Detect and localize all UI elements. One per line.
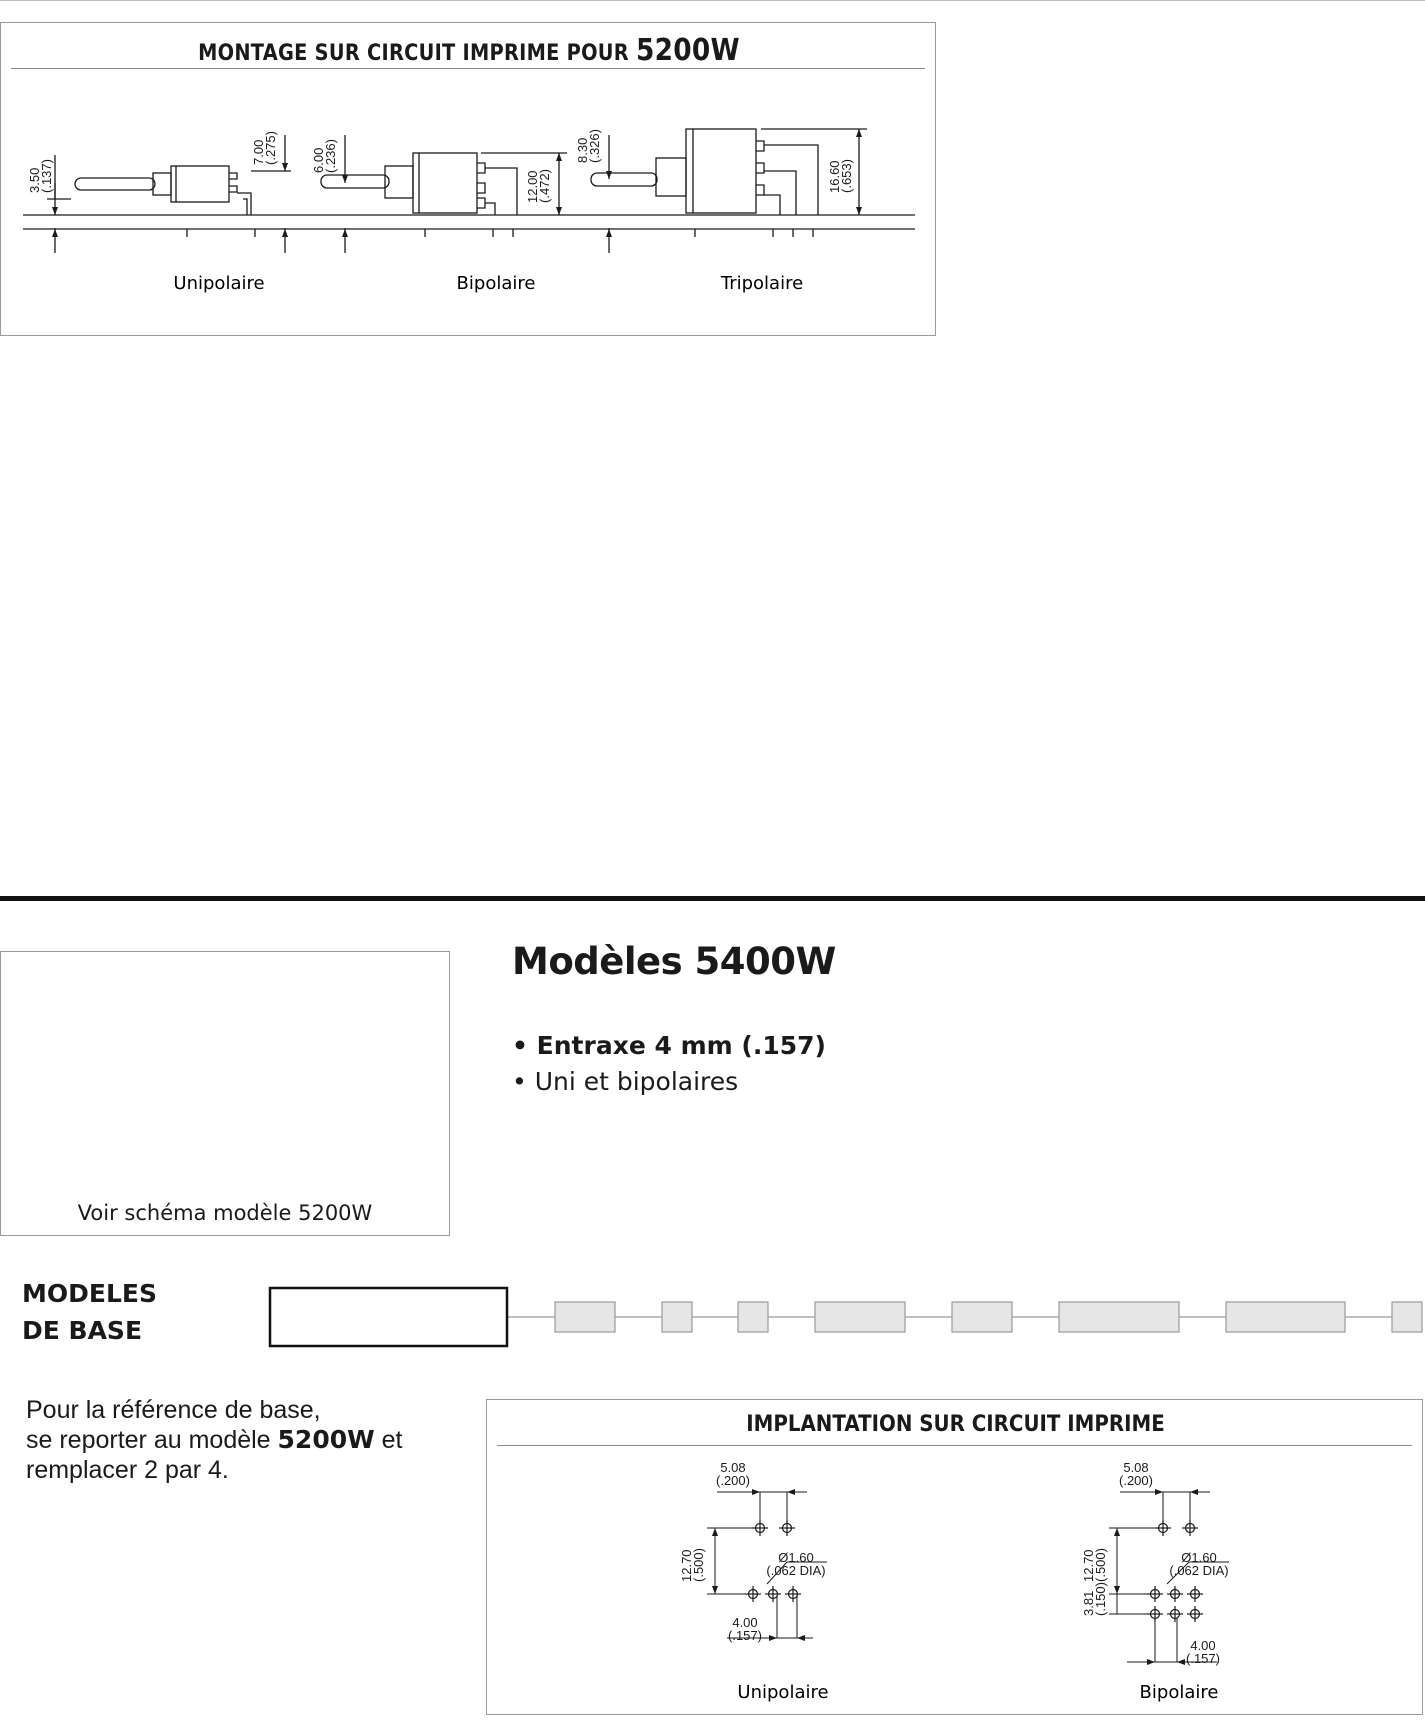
dim-uni-left-mm: 3.50 — [27, 167, 42, 193]
bi-pitch-mm: 4.00 — [1190, 1638, 1216, 1653]
code-field-1 — [555, 1302, 615, 1332]
dim-uni-right-mm: 7.00 — [251, 139, 266, 165]
label-bipolaire: Bipolaire — [456, 273, 536, 294]
base-code-box — [270, 1288, 507, 1346]
uni-pitch-in: (.157) — [728, 1628, 762, 1643]
reference-line3: remplacer 2 par 4. — [26, 1456, 229, 1484]
feature-list — [512, 1028, 826, 1100]
uni-hole-mm: Ø1.60 — [778, 1550, 814, 1565]
dim-uni-left-in: (.137) — [39, 159, 54, 193]
uni-spacing-in: (.200) — [716, 1473, 750, 1488]
bi-row-mm: 3.81 — [1081, 1590, 1096, 1616]
code-field-5 — [952, 1302, 1012, 1332]
reference-line2 — [26, 1425, 402, 1455]
bi-height-in: (.500) — [1093, 1548, 1108, 1582]
product-image-frame — [0, 951, 450, 1236]
reference-model: 5200W — [277, 1425, 375, 1454]
dim-bi-left-mm: 6.00 — [311, 147, 326, 173]
label-unipolaire: Unipolaire — [173, 273, 265, 294]
code-field-2 — [662, 1302, 692, 1332]
pcb-mounting-title-text: MONTAGE SUR CIRCUIT IMPRIME POUR — [198, 41, 629, 66]
reference-line2-prefix: se reporter au modèle — [26, 1426, 278, 1454]
reference-line1: Pour la référence de base, — [26, 1396, 321, 1424]
bi-hole-in: (.062 DIA) — [1169, 1563, 1229, 1578]
reference-line2-suffix: et — [374, 1426, 403, 1454]
code-field-3 — [738, 1302, 768, 1332]
layout-bipolaire — [1081, 1460, 1229, 1666]
pcb-layout-title: IMPLANTATION SUR CIRCUIT IMPRIME — [746, 1412, 1165, 1437]
pcb-layout-panel — [486, 1399, 1423, 1715]
base-models-line1: MODELES — [22, 1279, 157, 1308]
bi-pitch-in: (.157) — [1186, 1651, 1220, 1666]
layout-label-unipolaire: Unipolaire — [737, 1682, 829, 1703]
uni-spacing-mm: 5.08 — [720, 1460, 746, 1475]
bi-spacing-in: (.200) — [1119, 1473, 1153, 1488]
uni-height-in: (.500) — [691, 1548, 706, 1582]
dim-bi-right-mm: 12.00 — [525, 170, 540, 203]
dim-tri-left-in: (.326) — [587, 129, 602, 163]
dim-bi-left-in: (.236) — [323, 139, 338, 173]
dim-bi-right-in: (.472) — [537, 169, 552, 203]
layout-unipolaire — [679, 1460, 827, 1643]
uni-hole-in: (.062 DIA) — [766, 1563, 826, 1578]
bi-spacing-mm: 5.08 — [1123, 1460, 1149, 1475]
pcb-mounting-panel — [0, 22, 936, 336]
reference-note — [26, 1395, 402, 1485]
bi-hole-mm: Ø1.60 — [1181, 1550, 1217, 1565]
layout-label-bipolaire: Bipolaire — [1139, 1682, 1219, 1703]
feature-bullet-spacing: • Entraxe 4 mm (.157) — [512, 1031, 826, 1060]
uni-pitch-mm: 4.00 — [732, 1615, 758, 1630]
code-field-8 — [1392, 1302, 1422, 1332]
image-caption: Voir schéma modèle 5200W — [77, 1201, 373, 1225]
pcb-mounting-title-model: 5200W — [635, 33, 740, 68]
pcb-layout-drawing — [487, 1400, 1424, 1716]
uni-height-mm: 12.70 — [679, 1549, 694, 1582]
code-field-6 — [1059, 1302, 1179, 1332]
switch-tripolaire-outline — [591, 129, 818, 237]
dim-tri-left-mm: 8.30 — [575, 137, 590, 163]
pcb-mounting-drawing — [1, 23, 937, 337]
label-tripolaire: Tripolaire — [720, 273, 804, 294]
top-divider — [0, 0, 1425, 1]
dim-tri-right-in: (.653) — [839, 159, 854, 193]
feature-bullet-poles: • Uni et bipolaires — [512, 1067, 739, 1096]
code-field-7 — [1226, 1302, 1345, 1332]
code-field-4 — [815, 1302, 905, 1332]
section-divider — [0, 896, 1425, 901]
base-model-code-chart — [0, 1280, 1425, 1350]
bi-height-mm: 12.70 — [1081, 1549, 1096, 1582]
switch-bipolaire-outline — [321, 153, 517, 237]
dim-tri-right-mm: 16.60 — [827, 160, 842, 193]
dim-uni-right-in: (.275) — [263, 131, 278, 165]
model-title: Modèles 5400W — [512, 940, 836, 983]
switch-unipolaire-outline — [75, 166, 255, 237]
bi-row-in: (.150) — [1093, 1582, 1108, 1616]
base-models-line2: DE BASE — [22, 1316, 143, 1345]
